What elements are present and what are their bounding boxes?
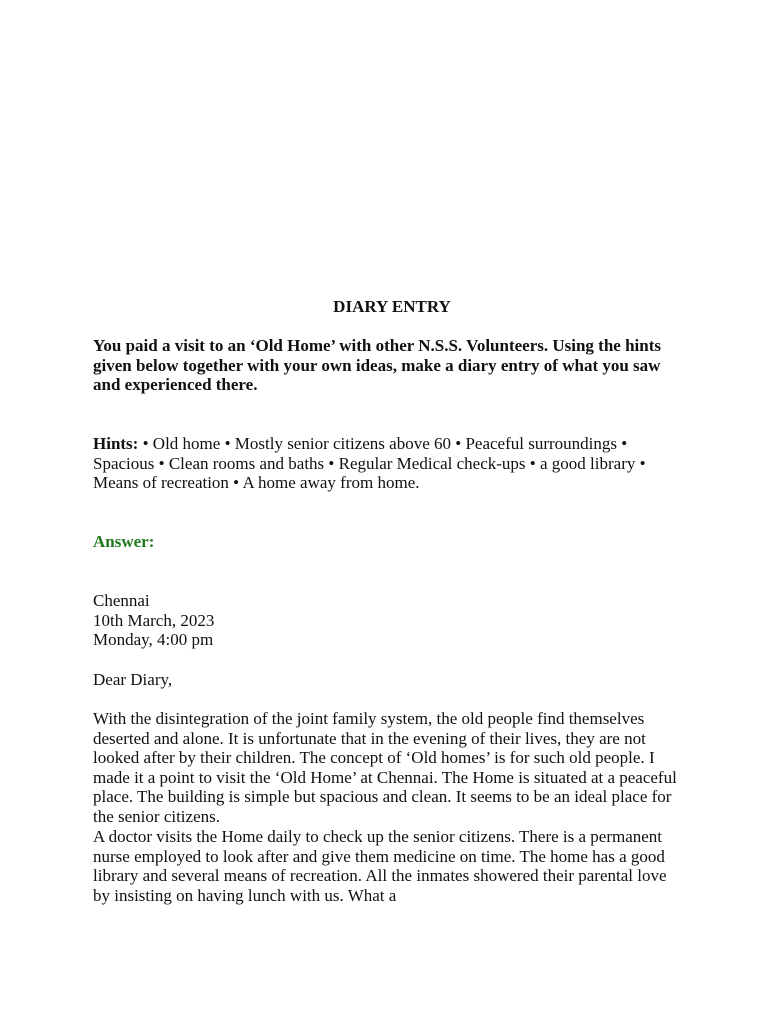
entry-header: [93, 591, 683, 650]
question-prompt: You paid a visit to an ‘Old Home’ with other N.S.S. Volunteers. Using the hints given below together with your own ideas, make a diary entry of what you saw and experienced there.: [93, 336, 662, 395]
entry-paragraph-1: With the disintegration of the joint family system, the old people find themselves deserted and alone. It is unfortunate that in the evening of their lives, they are not looked after by their children. The concept of ‘Old homes’ is for such old people. I made it a point to visit the ‘Old Home’ at Chennai. The Home is situated at a peaceful place. The building is simple but spacious and clean. It seems to be an ideal place for the senior citizens.: [93, 709, 677, 826]
answer-label: Answer:: [93, 532, 155, 551]
entry-paragraph-2: A doctor visits the Home daily to check up the senior citizens. There is a permanent nurse employed to look after and give them medicine on time. The home has a good library and several means of recreation. All the inmates showered their parental love by insisting on having lunch with us. What a: [93, 827, 667, 905]
entry-salutation: Dear Diary,: [93, 670, 173, 689]
entry-date: 10th March, 2023: [93, 610, 215, 630]
hints-text: • Old home • Mostly senior citizens above 60 • Peaceful surroundings • Spacious • Clean rooms and baths • Regular Medical check-ups • a good library • Means of recreation • A home away from home.: [93, 434, 646, 493]
entry-place: Chennai: [93, 591, 150, 610]
entry-day-time: Monday, 4:00 pm: [93, 630, 214, 650]
hints-paragraph: [93, 434, 683, 493]
page-title: DIARY ENTRY: [333, 297, 451, 316]
hints-label: Hints:: [93, 434, 139, 453]
